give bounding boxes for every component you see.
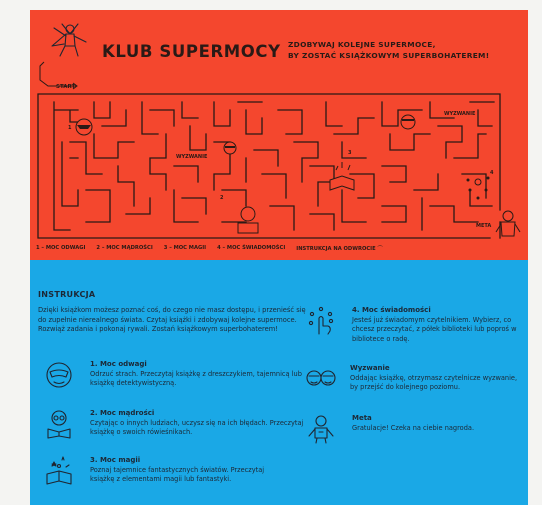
challenge-title: Wyzwanie	[350, 364, 390, 372]
challenge-description: Oddając książkę, otrzymasz czytelnicze wyzwanie, by przejść do kolejnego poziomu.	[350, 374, 518, 392]
maze-number-4: 4	[490, 170, 494, 176]
superhero-icon	[306, 414, 336, 444]
legend-item-1: 1 – MOC ODWAGI	[36, 245, 86, 251]
powers-legend	[36, 245, 506, 252]
power-title: 1. Moc odwagi	[90, 360, 147, 368]
finish-description: Gratulacje! Czeka na ciebie nagroda.	[352, 424, 475, 432]
maze-challenge-label-2: WYZWANIE	[444, 111, 476, 117]
maze-icon-courage	[76, 119, 92, 135]
maze-icon-wisdom	[238, 207, 258, 233]
instructions-title: INSTRUKCJA	[38, 290, 96, 299]
club-title: KLUB SUPERMOCY	[102, 42, 281, 61]
reader-icon	[44, 409, 74, 439]
challenge-entry	[304, 364, 524, 396]
power-courage	[44, 360, 304, 392]
maze-icon-challenge-1	[224, 142, 236, 154]
maze-walls	[38, 94, 500, 238]
magic-book-icon	[44, 456, 74, 486]
instructions-intro: Dzięki książkom możesz poznać coś, do czego nie masz dostępu, i przenieść się do zupełnie nierealnego świata. Czytaj książki i zdobywaj kolejne supermoce. Rozwiąż zadania i pokonaj rywali. Zostań książkowym superbohaterem!	[38, 306, 306, 334]
power-magic	[44, 456, 304, 502]
pointing-hand-icon	[306, 306, 336, 336]
finish-entry	[306, 414, 524, 448]
hero-mask-icon	[44, 360, 74, 390]
power-wisdom	[44, 409, 314, 445]
rival-faces-icon	[304, 364, 338, 394]
power-description: Jesteś już świadomym czytelnikiem. Wybierz, co chcesz przeczytać, z półek biblioteki lub poproś w bibliotece o radę.	[352, 316, 517, 343]
legend-item-2: 2 – MOC MĄDROŚCI	[96, 245, 153, 251]
finish-title: Meta	[352, 414, 372, 422]
legend-item-4: 4 – MOC ŚWIADOMOŚCI	[217, 245, 286, 251]
slogan-line-2: BY ZOSTAĆ KSIĄŻKOWYM SUPERBOHATEREM!	[288, 50, 490, 60]
power-title: 3. Moc magii	[90, 456, 141, 464]
slogan-line-1: ZDOBYWAJ KOLEJNE SUPERMOCE,	[288, 40, 436, 49]
legend-item-3: 3 – MOC MAGII	[163, 245, 207, 251]
power-description: Poznaj tajemnice fantastycznych światów. Przeczytaj książkę z elementami magii lub fantastyki.	[90, 466, 265, 484]
maze-challenge-label-1: WYZWANIE	[176, 154, 208, 160]
maze-number-3: 3	[348, 150, 352, 156]
start-arrow-icon	[40, 62, 76, 86]
maze-card	[30, 10, 528, 262]
power-title: 2. Moc mądrości	[90, 409, 155, 417]
maze-icon-challenge-2	[401, 115, 415, 129]
maze-number-2: 2	[220, 195, 224, 201]
maze-number-1: 1	[68, 125, 72, 131]
power-title: 4. Moc świadomości	[352, 306, 431, 314]
turn-over-arrow-icon: ⌒	[377, 246, 383, 252]
maze-finish-label: META	[476, 223, 492, 229]
power-description: Czytając o innych ludziach, uczysz się na ich błędach. Przeczytaj książkę o swoich rówieśnikach.	[90, 419, 304, 437]
power-awareness	[306, 306, 524, 352]
legend-instructions-hint: INSTRUKCJA NA ODWROCIE ⌒	[296, 246, 383, 252]
instructions-card	[30, 260, 528, 505]
maze-board	[30, 10, 528, 262]
power-description: Odrzuć strach. Przeczytaj książkę z dreszczykiem, tajemnicą lub książkę detektywistyczną.	[90, 370, 302, 388]
start-label: START	[56, 84, 76, 90]
